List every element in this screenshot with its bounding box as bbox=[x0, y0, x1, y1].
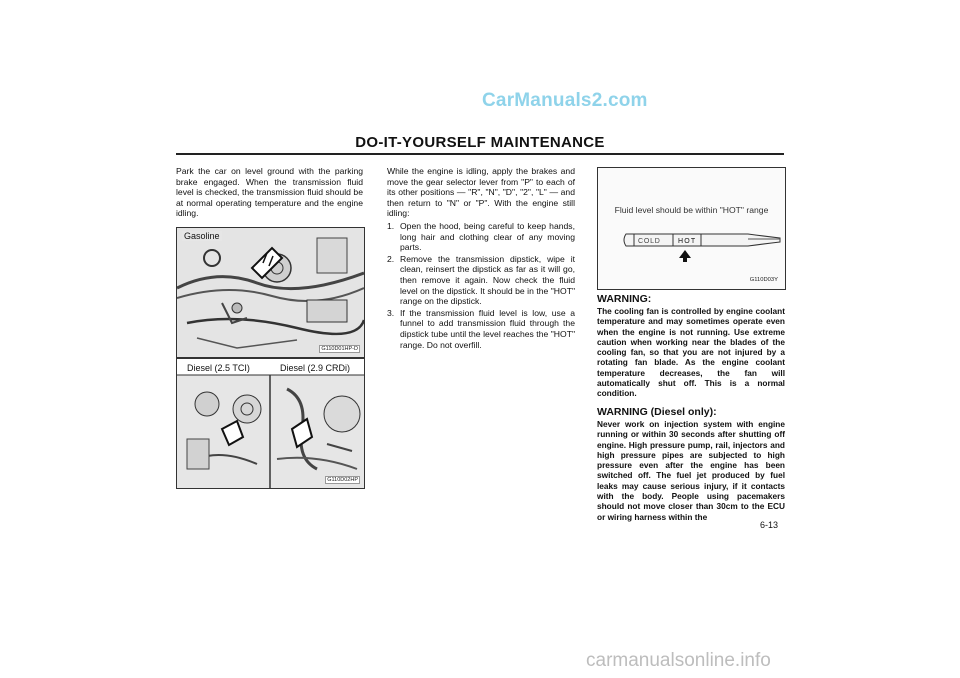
step-text: Remove the transmission dipstick, wipe it clean, reinsert the dipstick as far as it will go, then remove it again. Now check the fluid level on the dipstick. It should be in the "HOT" range on the dipstick. bbox=[400, 253, 575, 307]
step-item bbox=[387, 308, 575, 350]
cold-mark: COLD bbox=[638, 238, 661, 245]
warning-body: Never work on injection system with engine running or within 30 seconds after shutting off engine. High pressure pump, rail, injectors and high pressure pipes are subjected to high pressure even after the engine has been switched off. The fuel jet produced by fuel leaks may cause serious injury, if it contacts with the body. People using pacemakers should not move closer than 30cm to the ECU or wiring harness within the bbox=[597, 419, 785, 522]
figure-code: G110D01HP-D bbox=[321, 346, 358, 352]
figure-code: G110D03Y bbox=[749, 277, 778, 283]
step-number: 2. bbox=[387, 253, 395, 264]
diesel-engine-figure bbox=[176, 358, 365, 489]
page-title: DO-IT-YOURSELF MAINTENANCE bbox=[355, 134, 605, 151]
arrow-up-icon bbox=[679, 250, 691, 262]
gasoline-engine-figure bbox=[176, 227, 365, 358]
header-rule bbox=[176, 153, 784, 155]
dipstick-figure bbox=[597, 167, 786, 290]
left-column-intro: Park the car on level ground with the parking brake engaged. When the transmission fluid level is checked, the transmission fluid should be at normal operating temperature and the engine idling. bbox=[176, 166, 363, 219]
fluid-level-caption: Fluid level should be within "HOT" range bbox=[614, 205, 769, 215]
steps-list bbox=[387, 221, 575, 350]
step-text: Open the hood, being careful to keep hands, long hair and clothing clear of any moving parts. bbox=[400, 220, 575, 253]
step-number: 1. bbox=[387, 220, 395, 231]
warning-heading: WARNING (Diesel only): bbox=[597, 406, 717, 418]
page-number: 6-13 bbox=[760, 520, 779, 530]
warning-body: The cooling fan is controlled by engine coolant temperature and may sometimes operate even when the engine is not running. Use extreme caution when working near the blades of the cooling fan, so that you are not injured by a rotating fan blade. As the engine coolant temperature decreases, the fan will automatically shut off. This is a normal condition. bbox=[597, 306, 785, 399]
diesel-engine-illustration bbox=[177, 359, 364, 488]
warning-heading: WARNING: bbox=[597, 293, 652, 305]
step-text: If the transmission fluid level is low, use a funnel to add transmission fluid through the dipstick tube until the level reaches the "HOT" range. Do not overfill. bbox=[400, 307, 575, 350]
hot-mark: HOT bbox=[678, 238, 697, 245]
figure-code: G110D02HP bbox=[327, 477, 358, 483]
step-item bbox=[387, 221, 575, 253]
diesel-29-label: Diesel (2.9 CRDi) bbox=[280, 363, 351, 373]
warning-cooling-fan bbox=[597, 293, 785, 399]
step-item bbox=[387, 254, 575, 307]
diesel-25-label: Diesel (2.5 TCI) bbox=[187, 363, 250, 373]
middle-column bbox=[387, 166, 575, 351]
gasoline-engine-illustration bbox=[177, 228, 364, 357]
step-number: 3. bbox=[387, 307, 395, 318]
watermark-logo-top: CarManuals2.com bbox=[482, 90, 648, 111]
middle-column-intro: While the engine is idling, apply the brakes and move the gear selector lever from "P" to each of its other positions — "R", "N", "D", "2", "L" — and then return to "N" or "P". With the engine still idling: bbox=[387, 166, 575, 219]
gasoline-label: Gasoline bbox=[184, 231, 220, 241]
dipstick-illustration bbox=[598, 168, 785, 289]
warning-diesel bbox=[597, 406, 785, 522]
watermark-logo-bottom: carmanualsonline.info bbox=[586, 650, 771, 671]
